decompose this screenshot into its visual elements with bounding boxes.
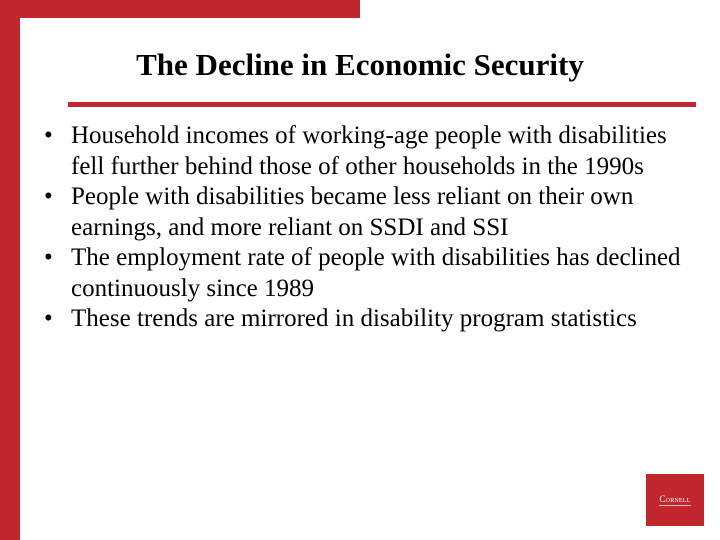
bullet-dot-icon: • (44, 122, 53, 149)
slide-title: The Decline in Economic Security (136, 47, 584, 82)
bullet-dot-icon: • (44, 183, 53, 210)
bullet-text: These trends are mirrored in disability program statistics (71, 305, 637, 332)
bullet-item (44, 304, 694, 335)
title-underline-rule (68, 102, 696, 107)
bullet-dot-icon: • (44, 244, 53, 271)
bullet-item (44, 243, 694, 304)
bullet-item (44, 121, 694, 182)
cornell-logo-text: Cornell (659, 494, 691, 504)
bullet-text: Household incomes of working-age people with disabilities fell further behind those of other households in the 1990s (71, 122, 667, 180)
red-frame-top-bar (0, 0, 360, 18)
bullet-dot-icon: • (44, 305, 53, 332)
bullet-text: The employment rate of people with disabilities has declined continuously since 1989 (71, 244, 681, 302)
bullet-text: People with disabilities became less reliant on their own earnings, and more reliant on SSDI and SSI (71, 183, 634, 241)
cornell-logo (646, 474, 704, 526)
bullet-list (44, 121, 694, 335)
bullet-item (44, 182, 694, 243)
red-frame-left-bar (0, 0, 20, 540)
